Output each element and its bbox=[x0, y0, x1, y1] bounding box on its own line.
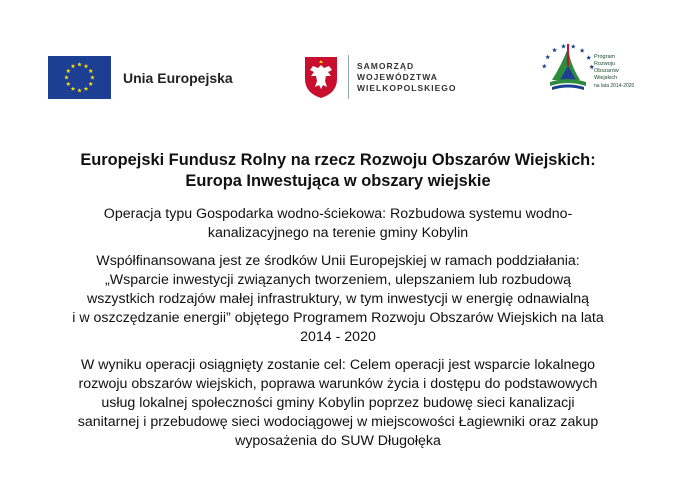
eu-logo bbox=[48, 56, 233, 99]
page-title: Europejski Fundusz Rolny na rzecz Rozwoju Obszarów Wiejskich: Europa Inwestująca w obszary wiejskie bbox=[80, 151, 596, 190]
logo-separator bbox=[348, 55, 349, 99]
eu-label: Unia Europejska bbox=[123, 69, 233, 86]
prow-text: Program Rozwoju Obszarów Wiejskich bbox=[594, 54, 619, 81]
prow-years: na lata 2014-2020 bbox=[594, 83, 635, 89]
notice-content bbox=[20, 150, 656, 460]
prow-logo bbox=[538, 36, 648, 96]
prow-logo-icon bbox=[538, 36, 598, 94]
eu-flag-icon bbox=[48, 56, 111, 99]
cofinancing-paragraph: Współfinansowana jest ze środków Unii Europejskiej w ramach poddziałania: „Wsparcie inwestycji związanych tworzeniem, ulepszaniem lub rozbudową wszystkich rodzajów małej infrastruktury, w tym inwestycji w energię odnawialną i w oszczędzanie energii” objętego Programem Rozwoju Obszarów Wiejskich na lata 2014 - 2020 bbox=[72, 253, 604, 345]
eagle-crest-icon bbox=[303, 55, 339, 99]
operation-paragraph: Operacja typu Gospodarka wodno-ściekowa: Rozbudowa systemu wodno- kanalizacyjnego na terenie gminy Kobylin bbox=[103, 206, 573, 241]
wielkopolska-logo bbox=[303, 55, 457, 99]
logo-bar bbox=[0, 0, 676, 120]
goal-paragraph: W wyniku operacji osiągnięty zostanie cel: Celem operacji jest wsparcie lokalnego rozwoju obszarów wiejskich, poprawa warunków życia i dostępu do podstawowych usług lokalnej społeczności gminy Kobylin poprzez budowę sieci kanalizacji sanitarnej i przebudowę sieci wodociągowej w miejscowości Łagiewniki oraz zakup wyposażenia do SUW Długołęka bbox=[77, 357, 599, 449]
wielkopolska-text: SAMORZĄD WOJEWÓDZTWA WIELKOPOLSKIEGO bbox=[357, 60, 457, 93]
